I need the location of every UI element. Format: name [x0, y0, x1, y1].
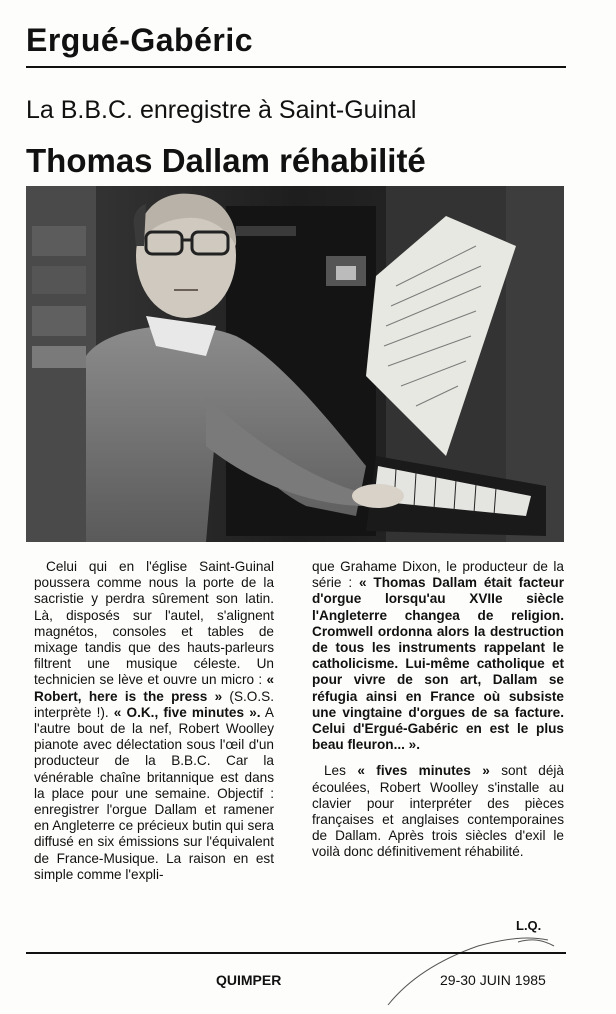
organist-photo-illustration — [26, 186, 564, 542]
footer-date: 29-30 JUIN 1985 — [440, 972, 546, 988]
text-run-bold: « O.K., five minutes ». — [113, 704, 261, 720]
text-run: Celui qui en l'église Saint-Guinal poussera comme nous la porte de la sacristie y perdra sûrement son latin. Là, disposés sur l'autel, s'alignent magnétos, consoles et tables de mixage tandis que des hauts-parleurs filtrent une musique céleste. Un technicien se lève et ouvre un micro : — [34, 559, 274, 688]
paragraph-left — [34, 559, 274, 883]
text-run-bold: « Thomas Dallam était facteur d'orgue lorsqu'au XVIIe siècle l'Angleterre changea de religion. Cromwell ordonna alors la destruction de tous les instruments rappelant le catholicisme. Lui-même catholique et pour vivre de son art, Dallam se réfugia ainsi en France où subsiste une vingtaine d'orgues de sa facture. Celui d'Ergué-Gabéric en est le plus beau fleuron... ». — [312, 575, 564, 753]
photo-organist — [26, 186, 564, 542]
pen-scribble-mark — [378, 930, 558, 1010]
text-run: que Grahame Dixon, le producteur de la série : — [312, 559, 564, 591]
text-run: sont déjà écoulées, Robert Woolley s'installe au clavier pour interpréter des pièces françaises et anglaises contemporaines de Dallam. Après trois siècles d'exil le voilà donc définitivement réhabilité. — [312, 763, 564, 860]
bottom-rule — [26, 952, 566, 954]
footer-city: QUIMPER — [216, 972, 282, 988]
text-run: Les — [324, 763, 358, 779]
section-title: Ergué-Gabéric — [26, 22, 254, 58]
column-right — [312, 559, 564, 861]
author-signature: L.Q. — [516, 918, 542, 933]
subtitle: La B.B.C. enregistre à Saint-Guinal — [26, 96, 417, 124]
text-run-bold: « fives minutes » — [357, 763, 490, 779]
paragraph-right-1 — [312, 559, 564, 753]
text-run: A l'autre bout de la nef, Robert Woolley pianote avec délectation sous l'œil d'un producteur de la B.B.C. Car la vénérable chaîne britannique est dans la place pour une semaine. Objectif : enregistrer l'orgue Dallam et ramener en Angleterre ce précieux butin qui sera diffusé en six émissions sur l'équivalent de France-Musique. La raison en est simple comme l'expli- — [34, 704, 274, 882]
paragraph-right-2 — [312, 763, 564, 860]
column-left — [34, 559, 274, 883]
text-run: (S.O.S. interprète !). — [34, 688, 274, 720]
text-run-bold: « Robert, here is the press » — [34, 672, 274, 704]
top-rule — [26, 66, 566, 68]
headline: Thomas Dallam réhabilité — [26, 142, 426, 179]
